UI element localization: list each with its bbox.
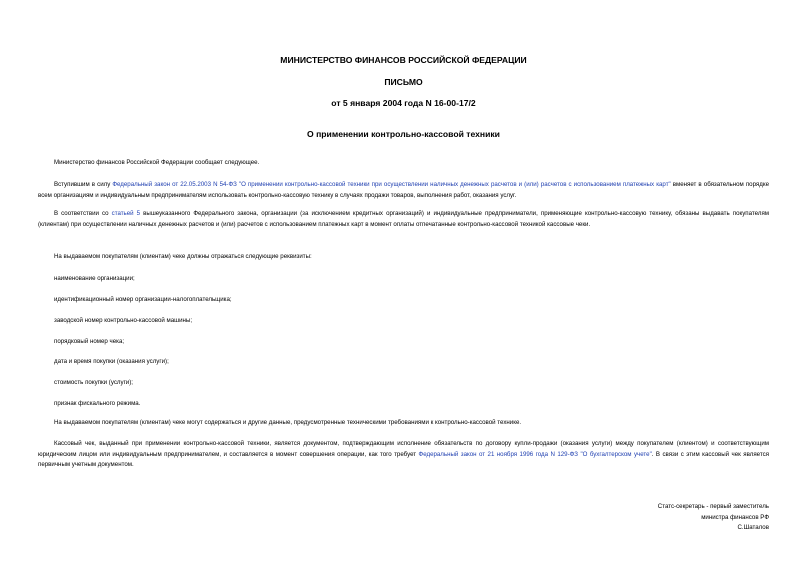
paragraph-law-54 xyxy=(38,180,769,201)
requisite-item: стоимость покупки (услуги); xyxy=(54,379,133,386)
document-page xyxy=(38,0,769,571)
document-date-number: от 5 января 2004 года N 16-00-17/2 xyxy=(331,98,476,108)
paragraph-receipt-document xyxy=(38,439,769,471)
paragraph-law-54-rest: вменяет в обязательном порядке всем организациям и индивидуальным предпринимателям использовать контрольно-кассовую технику в случаях продажи товаров, выполнения работ, оказания услуг. xyxy=(38,181,769,199)
requisite-item: наименование организации; xyxy=(54,275,135,282)
ministry-title: МИНИСТЕРСТВО ФИНАНСОВ РОССИЙСКОЙ ФЕДЕРАЦИИ xyxy=(280,55,527,65)
federal-law-54-fz-link[interactable]: Федеральный закон от 22.05.2003 N 54-ФЗ "О применении контрольно-кассовой техники при осуществлении наличных денежных расчетов и (или) расчетов с использованием платежных карт" xyxy=(112,181,671,188)
article-5-link[interactable]: статьей 5 xyxy=(111,210,141,217)
requisite-item: порядковый номер чека; xyxy=(54,338,125,345)
document-type: ПИСЬМО xyxy=(384,77,423,87)
requisite-item: заводской номер контрольно-кассовой машины; xyxy=(54,317,193,324)
signatory-ministry: министра финансов РФ xyxy=(701,514,769,521)
paragraph-other-data: На выдаваемом покупателям (клиентам) чеке могут содержаться и другие данные, предусмотренные техническими требованиями к контрольно-кассовой технике. xyxy=(54,419,522,426)
requisite-item: идентификационный номер организации-налогоплательщика; xyxy=(54,296,232,303)
signatory-name: С.Шаталов xyxy=(737,524,769,531)
document-subject: О применении контрольно-кассовой техники xyxy=(307,129,500,139)
paragraph-article-5-rest: вышеуказанного Федерального закона, организации (за исключением кредитных организаций) и индивидуальные предприниматели, применяющие контрольно-кассовую технику, обязаны выдавать покупателям (клиентам) при осуществлении наличных денежных расчетов и (или) расчетов с использованием платежных карт в момент оплаты отпечатанные контрольно-кассовой техникой кассовые чеки. xyxy=(38,210,769,228)
paragraph-intro: Министерство финансов Российской Федерации сообщает следующее. xyxy=(54,159,260,166)
requisite-item: признак фискального режима. xyxy=(54,400,141,407)
paragraph-requisites-intro: На выдаваемом покупателям (клиентам) чеке должны отражаться следующие реквизиты: xyxy=(54,253,312,260)
requisite-item: дата и время покупки (оказания услуги); xyxy=(54,358,169,365)
paragraph-receipt-document-lead: Кассовый чек, выданный при применении контрольно-кассовой техники, является документом, подтверждающим исполнение обязательств по договору купли-продажи (оказания услуги) между покупателем (клиентом) и соответствующим юридическим лицом или индивидуальным предпринимателем, и составляется в момент совершения операции, как того требует xyxy=(38,440,769,458)
paragraph-article-5-lead: В соответствии со xyxy=(54,210,112,217)
paragraph-receipt-document-rest: . В связи с этим кассовый чек является первичным учетным документом. xyxy=(38,450,769,469)
paragraph-law-54-lead: Вступившим в силу xyxy=(54,181,113,188)
paragraph-article-5 xyxy=(38,209,769,230)
signatory-position: Статс-секретарь - первый заместитель xyxy=(657,503,769,510)
federal-law-129-fz-link[interactable]: Федеральный закон от 21 ноября 1996 года N 129-ФЗ "О бухгалтерском учете" xyxy=(418,450,652,458)
